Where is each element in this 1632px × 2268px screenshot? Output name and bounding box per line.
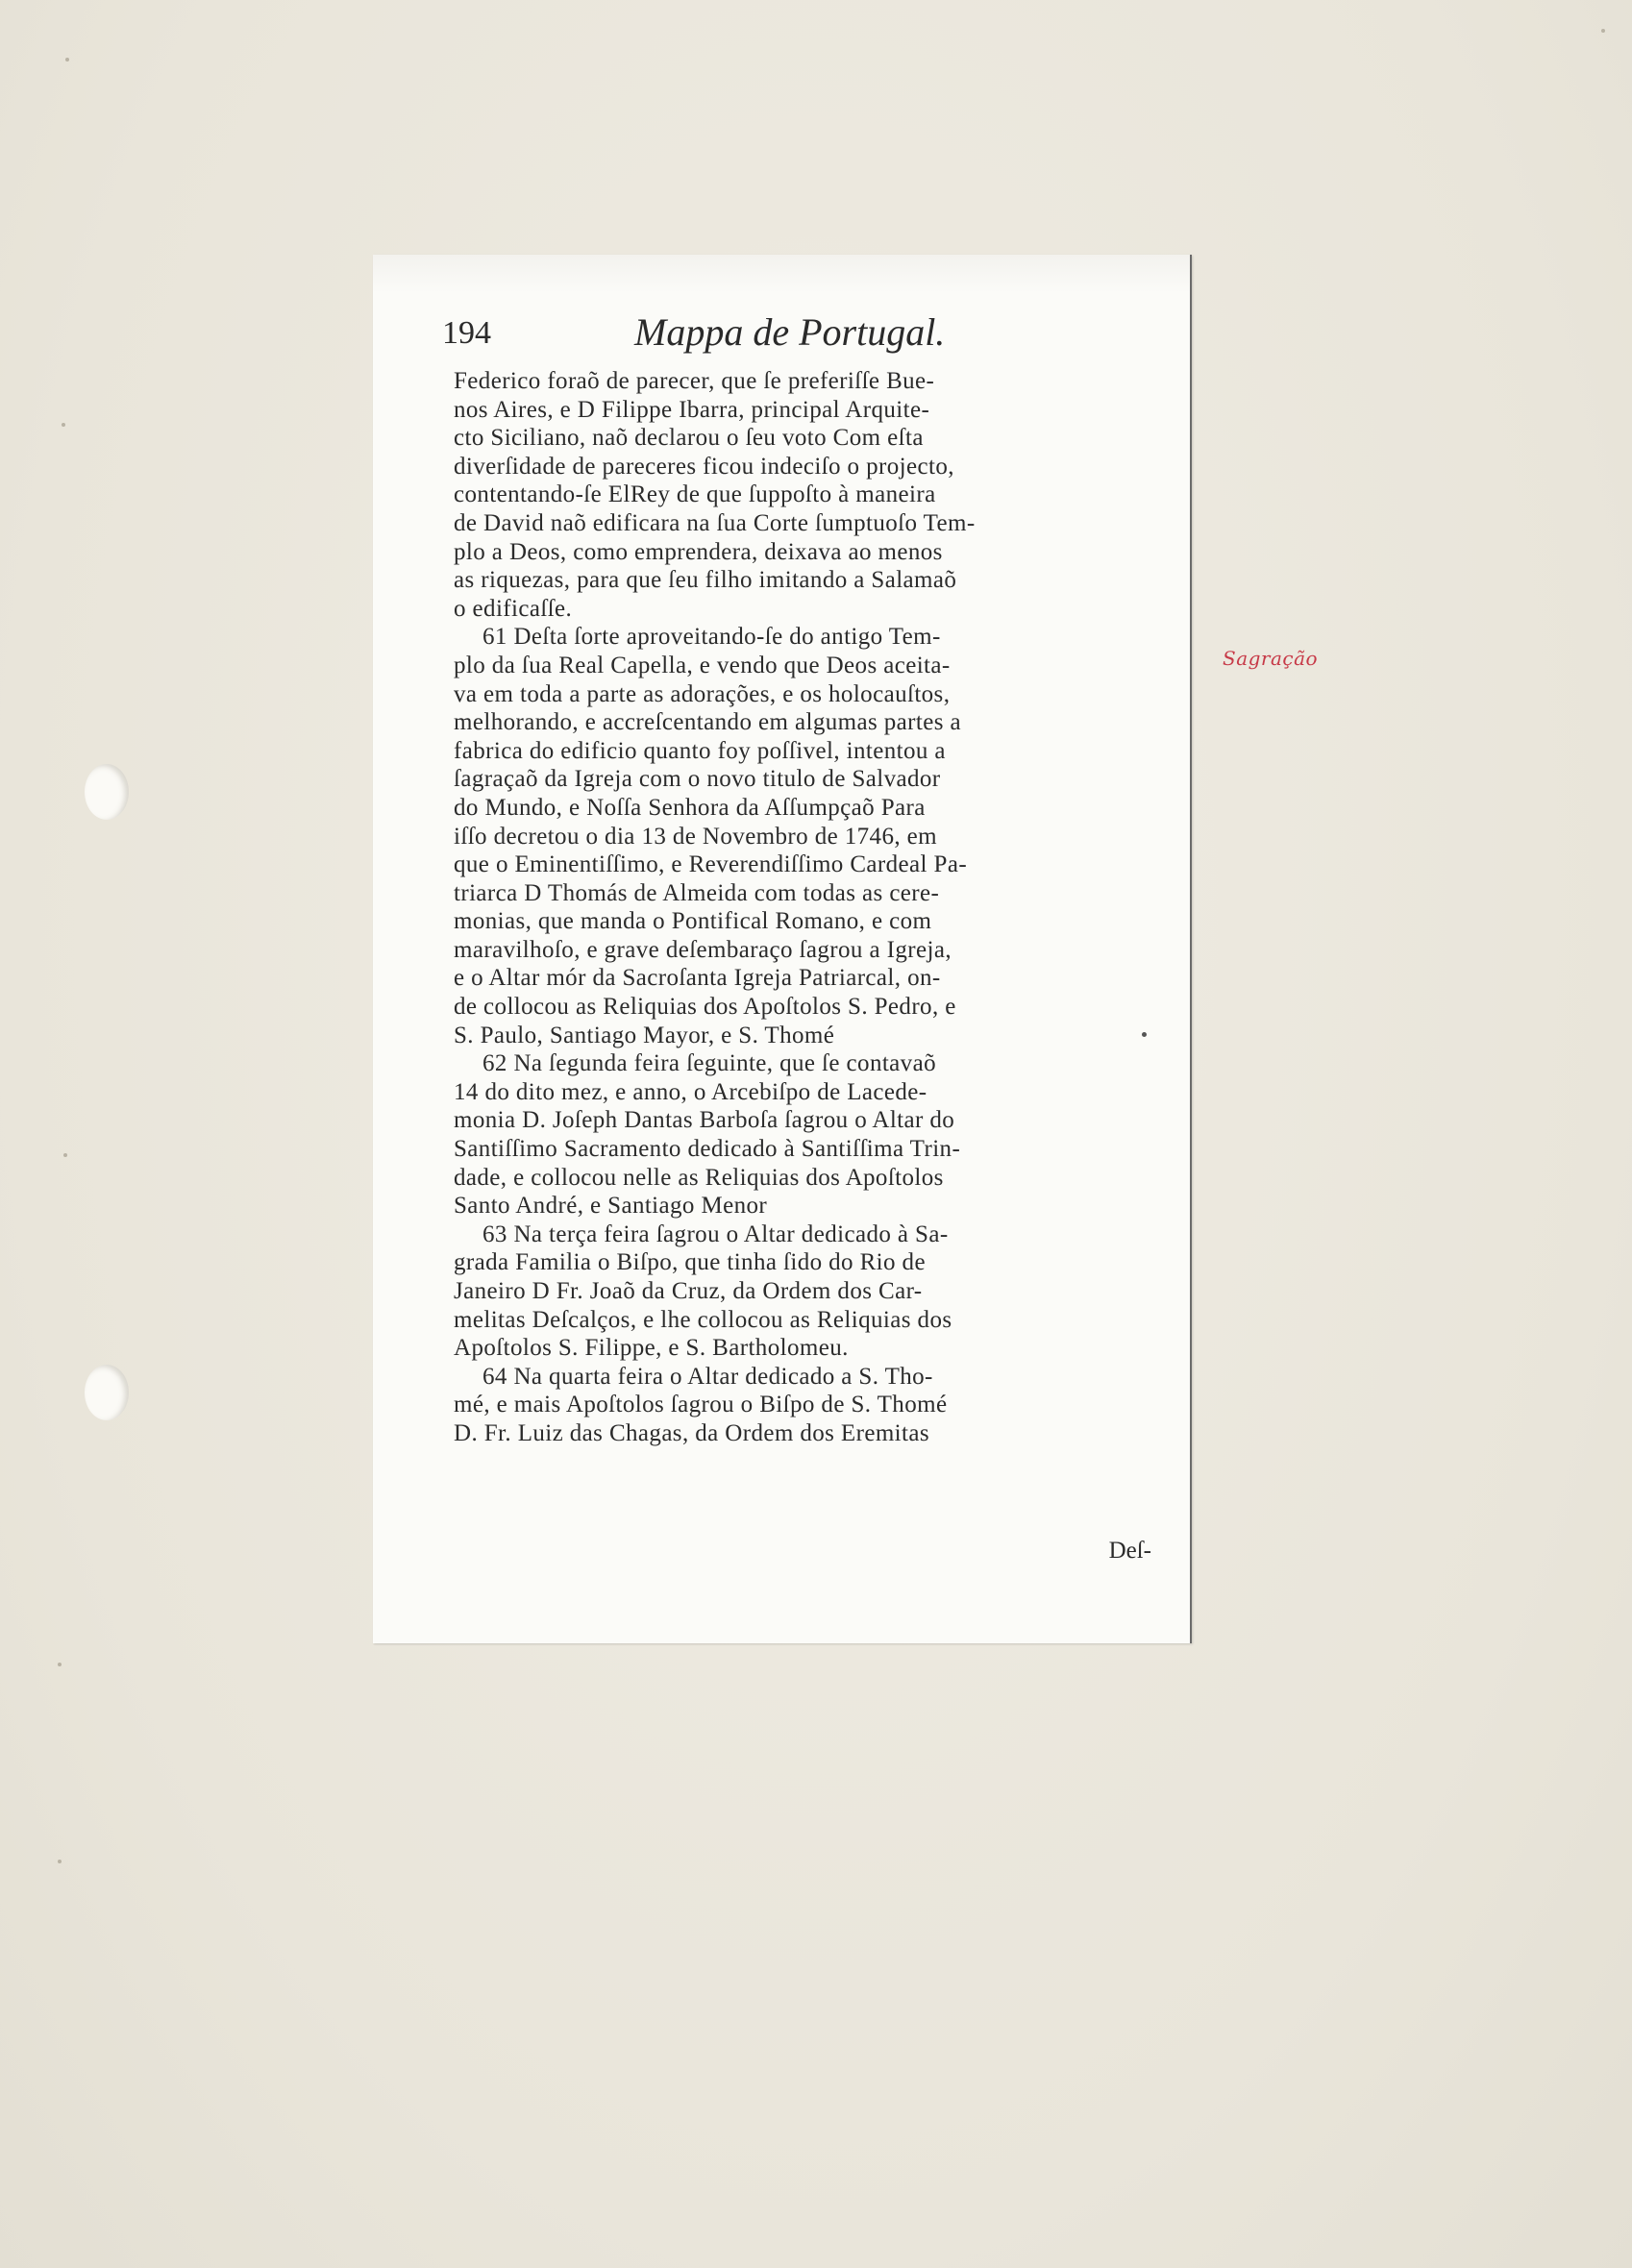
text-line: nos Aires, e D Filippe Ibarra, principal Arquite- bbox=[454, 396, 930, 423]
text-line: do Mundo, e Noſſa Senhora da Aſſumpçaõ Para bbox=[454, 794, 926, 821]
text-line: ſagraçaõ da Igreja com o novo titulo de Salvador bbox=[454, 766, 941, 793]
paragraph-62-start: 62 Na ſegunda feira ſeguinte, que ſe contavaõ bbox=[482, 1050, 936, 1077]
text-line: de David naõ edificara na ſua Corte ſumptuoſo Tem- bbox=[454, 509, 976, 536]
catchword: Deſ- bbox=[1108, 1538, 1151, 1564]
body-text bbox=[454, 367, 1165, 1448]
text-line: melhorando, e accreſcentando em algumas partes a bbox=[454, 709, 961, 736]
text-line: plo da ſua Real Capella, e vendo que Deos aceita- bbox=[454, 652, 951, 678]
text-line: fabrica do edificio quanto foy poſſivel, intentou a bbox=[454, 737, 946, 764]
paper-speck bbox=[58, 1663, 62, 1666]
printed-page-clipping bbox=[373, 255, 1192, 1643]
text-line: contentando-ſe ElRey de que ſuppoſto à maneira bbox=[454, 481, 936, 508]
text-line: plo a Deos, como emprendera, deixava ao menos bbox=[454, 538, 943, 565]
handwritten-margin-note: Sagração bbox=[1223, 647, 1319, 670]
paragraph-64-start: 64 Na quarta feira o Altar dedicado a S. Tho- bbox=[482, 1363, 933, 1390]
paper-speck bbox=[1601, 29, 1605, 33]
text-line: Apoſtolos S. Filippe, e S. Bartholomeu. bbox=[454, 1335, 849, 1362]
text-line: mé, e mais Apoſtolos ſagrou o Biſpo de S. Thomé bbox=[454, 1392, 948, 1418]
text-line: cto Siciliano, naõ declarou o ſeu voto Com eſta bbox=[454, 425, 924, 452]
text-line: maravilhoſo, e grave deſembaraço ſagrou a Igreja, bbox=[454, 936, 952, 963]
text-line: Santiſſimo Sacramento dedicado à Santiſſima Trin- bbox=[454, 1136, 961, 1163]
punch-hole-lower bbox=[85, 1365, 129, 1420]
text-line: 14 do dito mez, e anno, o Arcebiſpo de Lacede- bbox=[454, 1078, 927, 1105]
text-line: dade, e collocou nelle as Reliquias dos Apoſtolos bbox=[454, 1164, 944, 1191]
text-line: monia D. Joſeph Dantas Barboſa ſagrou o Altar do bbox=[454, 1107, 955, 1134]
paper-speck bbox=[65, 58, 69, 62]
paragraph-61-start: 61 Deſta ſorte aproveitando-ſe do antigo Tem- bbox=[482, 624, 941, 651]
paper-speck bbox=[58, 1860, 62, 1863]
text-line: triarca D Thomás de Almeida com todas as cere- bbox=[454, 879, 940, 906]
margin-dot bbox=[1142, 1032, 1147, 1037]
text-line: Janeiro D Fr. Joaõ da Cruz, da Ordem dos Car- bbox=[454, 1278, 923, 1304]
paper-speck bbox=[62, 423, 65, 427]
text-line: de collocou as Reliquias dos Apoſtolos S. Pedro, e bbox=[454, 994, 956, 1021]
text-line: diverſidade de pareceres ficou indeciſo o projecto, bbox=[454, 453, 954, 480]
text-line: o edificaſſe. bbox=[454, 595, 573, 622]
text-line: D. Fr. Luiz das Chagas, da Ordem dos Eremitas bbox=[454, 1419, 929, 1446]
text-line: e o Altar mór da Sacroſanta Igreja Patriarcal, on- bbox=[454, 965, 941, 992]
text-line: que o Eminentiſſimo, e Reverendiſſimo Cardeal Pa- bbox=[454, 851, 968, 878]
text-line: iſſo decretou o dia 13 de Novembro de 1746, em bbox=[454, 823, 937, 850]
text-line: monias, que manda o Pontifical Romano, e com bbox=[454, 908, 932, 935]
running-title: Mappa de Portugal. bbox=[634, 310, 946, 354]
page-number: 194 bbox=[442, 315, 491, 351]
paper-speck bbox=[63, 1153, 67, 1157]
text-line: grada Familia o Biſpo, que tinha ſido do Rio de bbox=[454, 1249, 926, 1276]
text-line: S. Paulo, Santiago Mayor, e S. Thomé bbox=[454, 1022, 835, 1048]
text-line: Santo André, e Santiago Menor bbox=[454, 1193, 768, 1220]
page-header bbox=[442, 308, 1173, 365]
text-line: Federico foraõ de parecer, que ſe preferiſſe Bue- bbox=[454, 368, 935, 394]
punch-hole-upper bbox=[85, 764, 129, 820]
text-line: va em toda a parte as adorações, e os holocauſtos, bbox=[454, 680, 951, 707]
text-line: melitas Deſcalços, e lhe collocou as Reliquias dos bbox=[454, 1306, 952, 1333]
clipping-shadow bbox=[373, 255, 1190, 293]
paragraph-63-start: 63 Na terça feira ſagrou o Altar dedicado à Sa- bbox=[482, 1220, 949, 1247]
text-line: as riquezas, para que ſeu filho imitando a Salamaõ bbox=[454, 567, 957, 594]
